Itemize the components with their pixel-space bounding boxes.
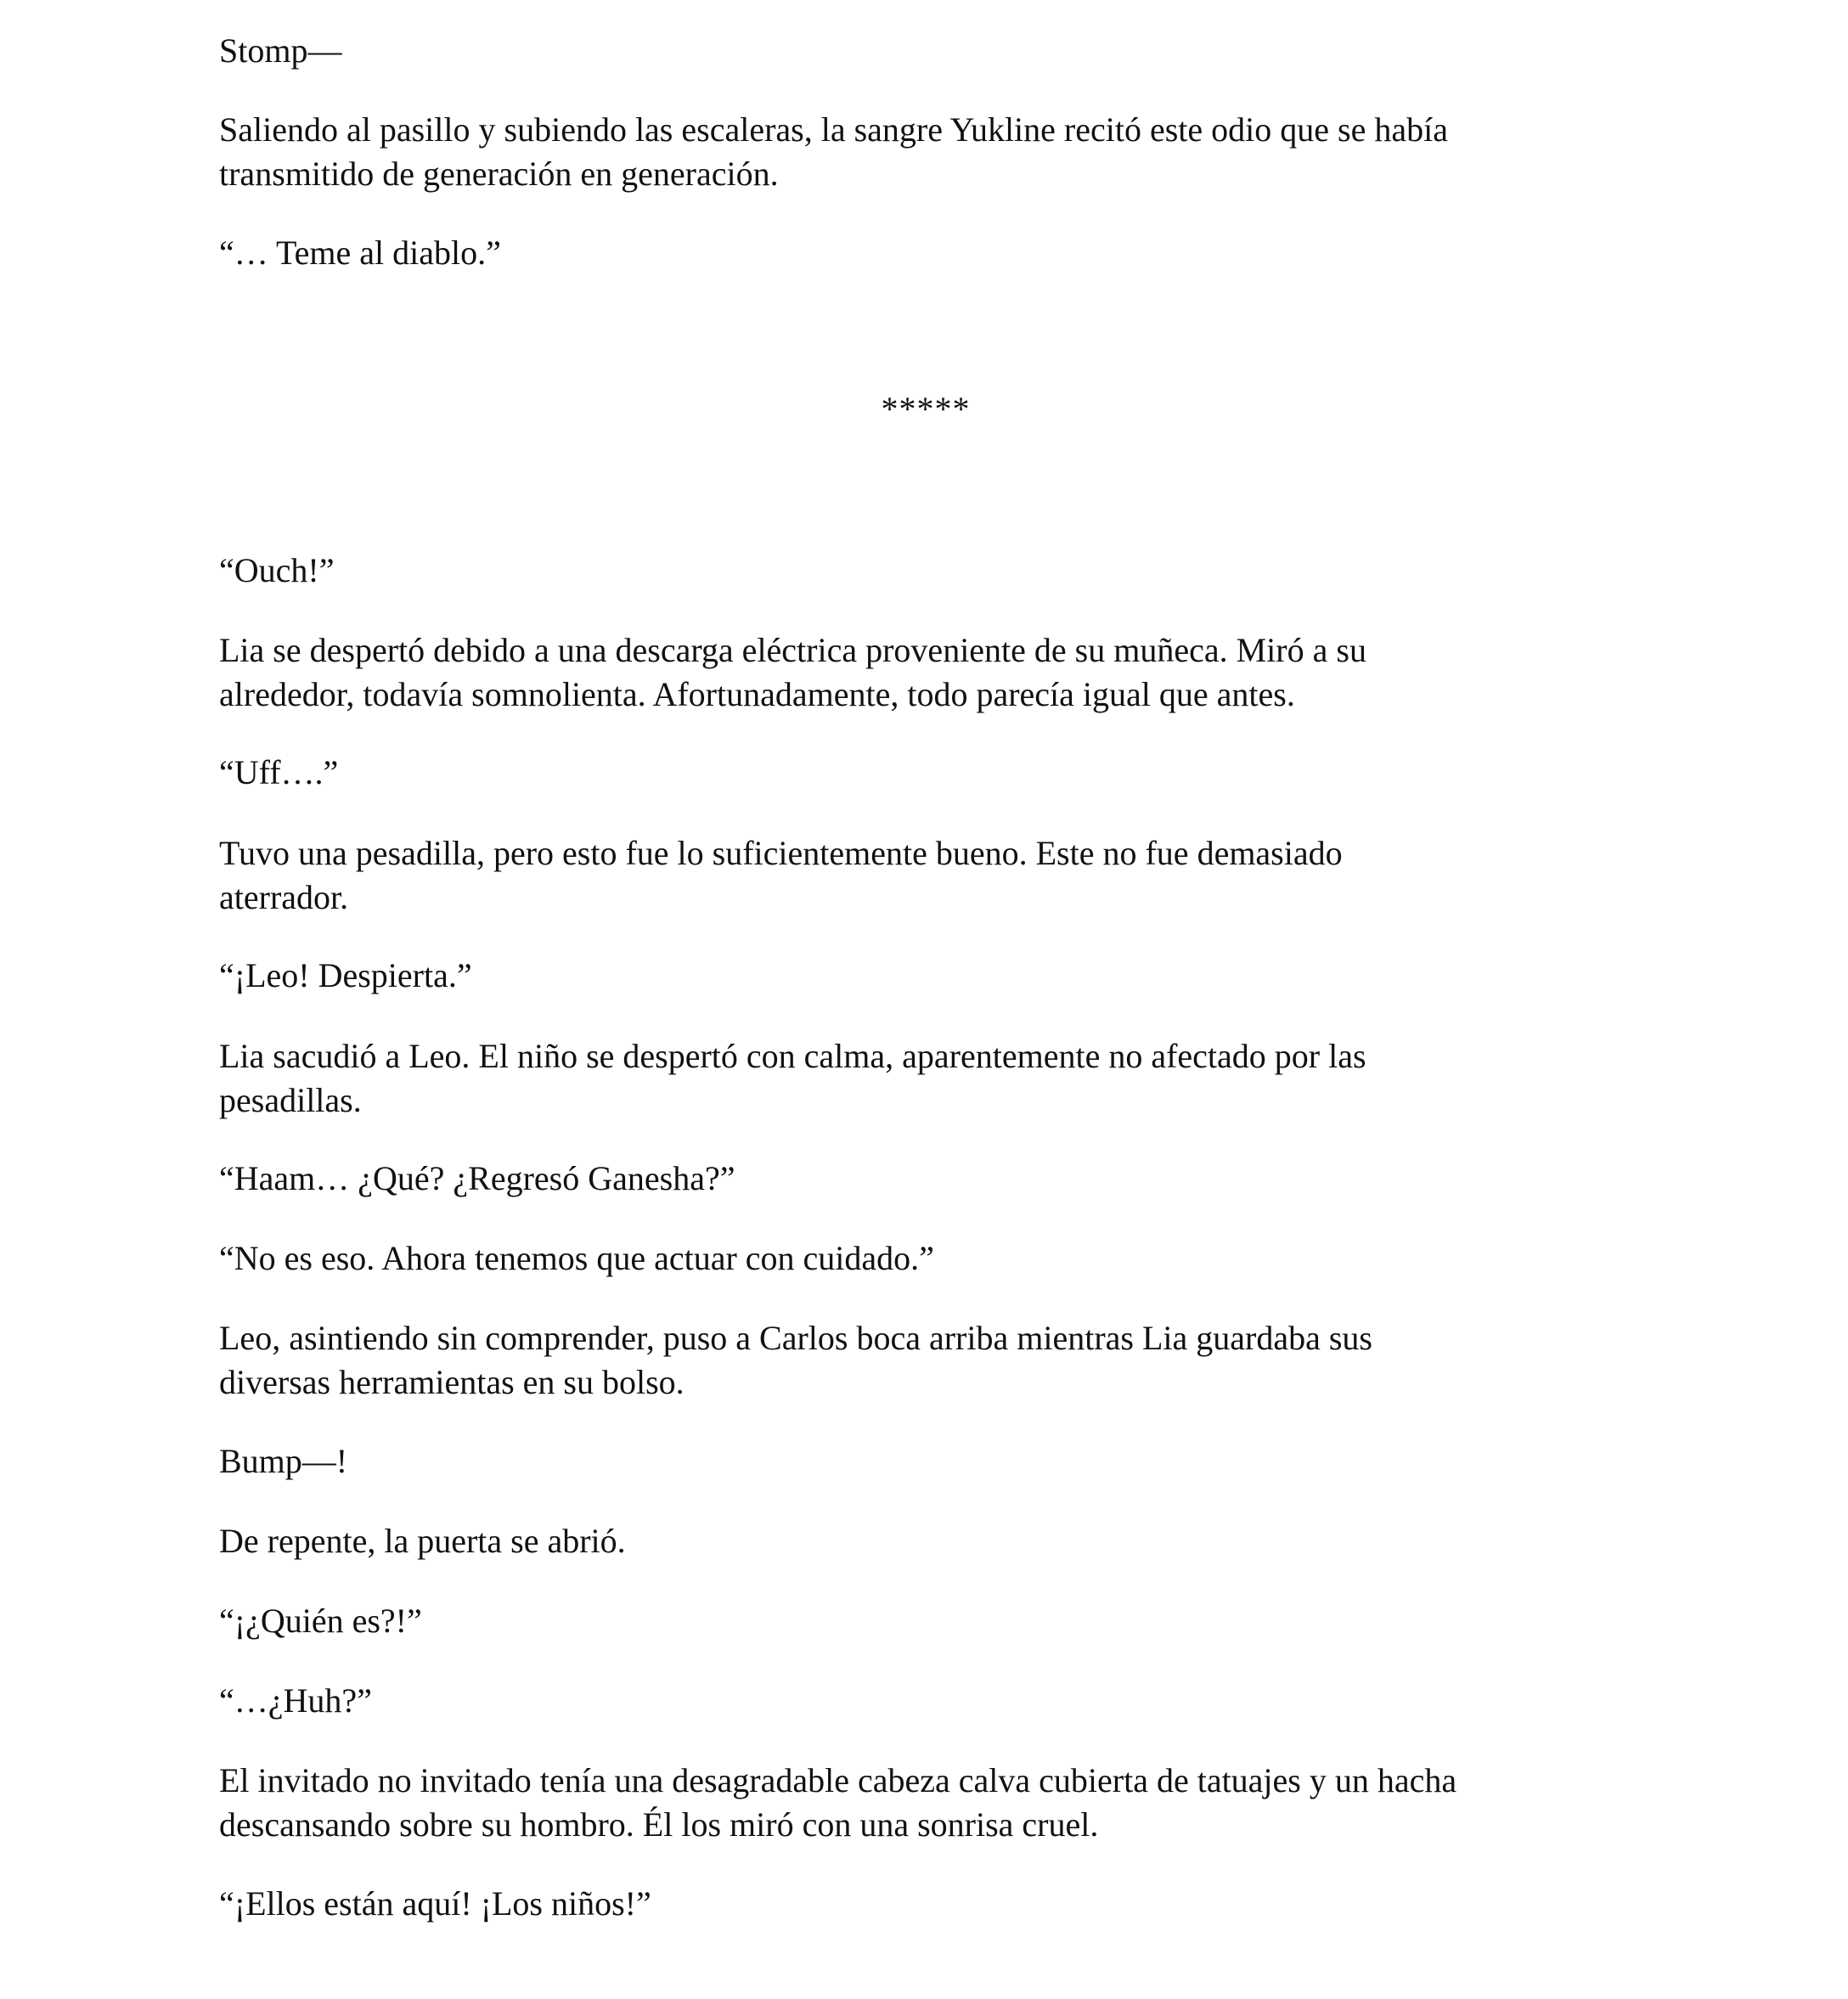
paragraph-ouch: “Ouch!” [219, 551, 335, 589]
paragraph-uff: “Uff….” [219, 753, 339, 791]
paragraph-children-here: “¡Ellos están aquí! ¡Los niños!” [219, 1884, 651, 1923]
paragraph-bump: Bump—! [219, 1442, 348, 1480]
paragraph-nightmare: Tuvo una pesadilla, pero esto fue lo suficientemente bueno. Este no fue demasiado aterrador. [219, 834, 1343, 916]
paragraph-lia-shakes: Lia sacudió a Leo. El niño se despertó con calma, aparentemente no afectado por las pesadillas. [219, 1037, 1366, 1119]
paragraph-hallway: Saliendo al pasillo y subiendo las escaleras, la sangre Yukline recitó este odio que se había transmitido de generación en generación. [219, 110, 1448, 193]
paragraph-door-opened: De repente, la puerta se abrió. [219, 1522, 626, 1560]
document-page [219, 0, 1663, 1999]
paragraph-leo-wake: “¡Leo! Despierta.” [219, 956, 472, 994]
paragraph-lia-wakes: Lia se despertó debido a una descarga eléctrica proveniente de su muñeca. Miró a su alrededor, todavía somnolienta. Afortunadamente, todo parecía igual que antes. [219, 631, 1366, 713]
paragraph-careful: “No es eso. Ahora tenemos que actuar con cuidado.” [219, 1239, 934, 1277]
paragraph-stomp: Stomp— [219, 31, 342, 70]
paragraph-uninvited-guest: El invitado no invitado tenía una desagradable cabeza calva cubierta de tatuajes y un hacha descansando sobre su hombro. Él los miró con una sonrisa cruel. [219, 1761, 1457, 1844]
scene-separator: ***** [881, 390, 971, 428]
paragraph-who-is-it: “¡¿Quién es?!” [219, 1602, 422, 1640]
paragraph-haam: “Haam… ¿Qué? ¿Regresó Ganesha?” [219, 1159, 735, 1197]
paragraph-leo-carlos: Leo, asintiendo sin comprender, puso a Carlos boca arriba mientras Lia guardaba sus diversas herramientas en su bolso. [219, 1319, 1372, 1401]
paragraph-fear-devil: “… Teme al diablo.” [219, 234, 501, 272]
paragraph-huh: “…¿Huh?” [219, 1681, 372, 1720]
